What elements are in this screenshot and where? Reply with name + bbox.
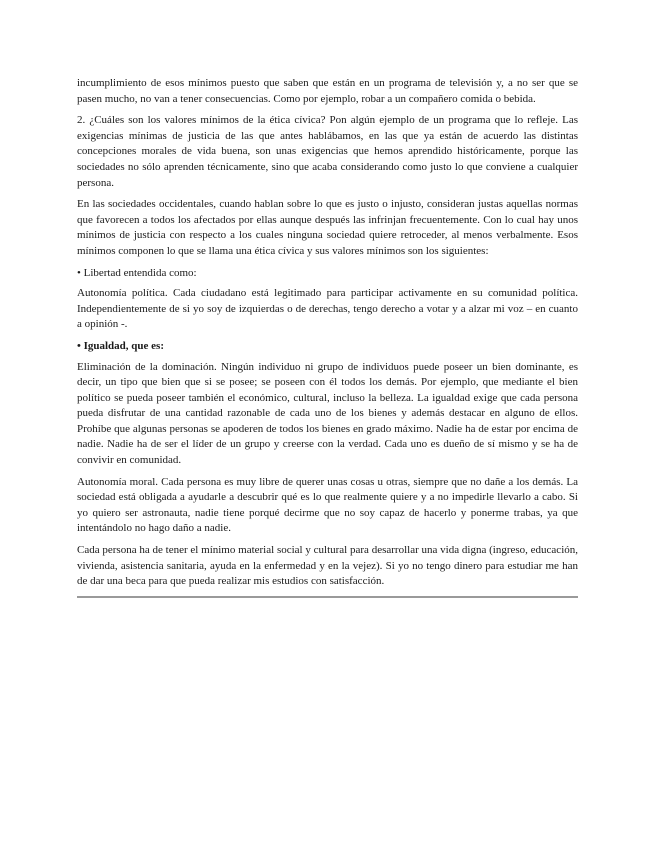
paragraph-western-societies: En las sociedades occidentales, cuando hablan sobre lo que es justo o injusto, consideran justas aquellas normas que favorecen a todos los afectados por ellas aunque después las infrinjan frecuentemente. Con lo cual hay unos mínimos de justicia con respecto a los cuales ninguna sociedad quiere retroceder, al menos verbalmente. Esos mínimos componen lo que se llama una ética cívica y sus valores mínimos son los siguientes:	[77, 198, 578, 257]
paragraph-autonomia-moral: Autonomía moral. Cada persona es muy libre de querer unas cosas u otras, siempre que no dañe a los demás. La sociedad está obligada a ayudarle a descubrir qué es lo que realmente quiere y a no impedirle llevarlo a cabo. Si yo quiero ser astronauta, nadie tiene porqué decirme que no soy capaz de hacerlo y ponerme trabas, ya que intentándolo no hago daño a nadie.	[77, 475, 578, 535]
paragraph-minimo-material: Cada persona ha de tener el mínimo material social y cultural para desarrollar una vida digna (ingreso, educación, vivienda, asistencia sanitaria, ayuda en la enfermedad y en la vejez). Si yo no tengo dinero para estudiar me han de dar una beca para que pueda realizar mis estudios con satisfacción.	[77, 544, 578, 588]
paragraph-autonomia-politica: Autonomía política. Cada ciudadano está legitimado para participar activamente en su comunidad política. Independientemente de si yo soy de izquierdas o de derechas, tengo derecho a votar y a alzar mi voz – en cuanto a opinión -.	[77, 287, 578, 331]
bullet-igualdad: • Igualdad, que es:	[77, 339, 164, 352]
paragraph-question-2: 2. ¿Cuáles son los valores mínimos de la ética cívica? Pon algún ejemplo de un programa que lo refleje. Las exigencias mínimas de justicia de las que antes hablábamos, en las que ya están de acuerdo las distintas concepciones morales de vida buena, son unas exigencias que hemos aprendido históricamente, porque las sociedades no sólo aprenden técnicamente, sino que acaba considerando como justo lo que conviene a cualquier persona.	[77, 114, 578, 189]
bullet-libertad: • Libertad entendida como:	[77, 266, 197, 279]
bottom-divider	[77, 596, 578, 598]
paragraph-eliminacion-dominacion: Eliminación de la dominación. Ningún individuo ni grupo de individuos puede poseer un bien dominante, es decir, un tipo que bien que si se posee; se poseen con él todos los demás. Por ejemplo, que mediante el bien político se pueda poseer también el económico, cultural, incluso la belleza. La igualdad exige que cada persona pueda disfrutar de una cantidad razonable de cada uno de los bienes y además destacar en alguno de ellos. Prohíbe que algunas personas se apoderen de todos los bienes en grado máximo. Nadie ha de estar por encima de nadie. Nadie ha de ser el líder de un grupo y creerse con la verdad. Cada uno es dueño de sí mismo y se ha de convivir en comunidad.	[77, 360, 578, 467]
document-body	[77, 76, 578, 598]
paragraph-intro-continuation: incumplimiento de esos mínimos puesto que saben que están en un programa de televisión y, a no ser que se pasen mucho, no van a tener consecuencias. Como por ejemplo, robar a un compañero comida o bebida.	[77, 77, 578, 105]
